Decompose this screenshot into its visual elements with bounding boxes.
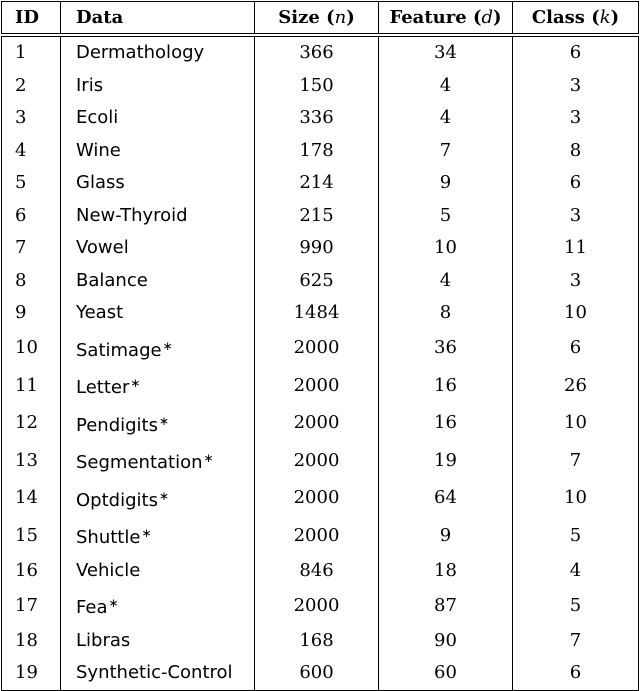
cell-id: 2 (2, 70, 61, 103)
cell-feature: 7 (379, 135, 513, 168)
table-row (2, 587, 639, 625)
cell-dataset-name: Glass (61, 167, 255, 200)
cell-size: 600 (255, 657, 379, 690)
table-body (2, 35, 639, 690)
cell-dataset-name: Yeast (61, 297, 255, 330)
table-row (2, 442, 639, 480)
table-row (2, 70, 639, 103)
cell-class: 8 (513, 135, 639, 168)
cell-class: 3 (513, 200, 639, 233)
header-feature-label: Feature (389, 7, 467, 28)
cell-dataset-name: Synthetic-Control (61, 657, 255, 690)
cell-size: 1484 (255, 297, 379, 330)
cell-feature: 4 (379, 70, 513, 103)
cell-class: 5 (513, 587, 639, 625)
cell-size: 178 (255, 135, 379, 168)
cell-dataset-name: Ecoli (61, 102, 255, 135)
cell-feature: 9 (379, 517, 513, 555)
table-row (2, 330, 639, 368)
cell-size: 366 (255, 35, 379, 70)
cell-class: 6 (513, 167, 639, 200)
header-class-label: Class (531, 7, 585, 28)
cell-feature: 4 (379, 102, 513, 135)
cell-id: 7 (2, 232, 61, 265)
cell-id: 10 (2, 330, 61, 368)
cell-class: 10 (513, 480, 639, 518)
cell-dataset-name: Letter∗ (61, 367, 255, 405)
cell-feature: 5 (379, 200, 513, 233)
cell-size: 625 (255, 265, 379, 298)
cell-class: 6 (513, 330, 639, 368)
cell-id: 9 (2, 297, 61, 330)
cell-feature: 36 (379, 330, 513, 368)
header-class: Class (k) (513, 2, 639, 36)
cell-size: 2000 (255, 367, 379, 405)
cell-size: 215 (255, 200, 379, 233)
cell-id: 17 (2, 587, 61, 625)
cell-id: 8 (2, 265, 61, 298)
cell-class: 4 (513, 555, 639, 588)
cell-dataset-name: Iris (61, 70, 255, 103)
asterisk-mark: ∗ (158, 488, 170, 503)
cell-feature: 18 (379, 555, 513, 588)
table-row (2, 35, 639, 70)
header-size-label: Size (278, 7, 320, 28)
cell-feature: 64 (379, 480, 513, 518)
cell-size: 150 (255, 70, 379, 103)
cell-dataset-name: New-Thyroid (61, 200, 255, 233)
datasets-table (1, 1, 639, 691)
header-size-var: n (334, 7, 347, 28)
table-row (2, 367, 639, 405)
table-row (2, 625, 639, 658)
cell-dataset-name: Dermathology (61, 35, 255, 70)
cell-id: 16 (2, 555, 61, 588)
cell-class: 10 (513, 405, 639, 443)
cell-size: 2000 (255, 442, 379, 480)
cell-size: 214 (255, 167, 379, 200)
cell-feature: 90 (379, 625, 513, 658)
cell-dataset-name: Balance (61, 265, 255, 298)
table-row (2, 167, 639, 200)
cell-id: 5 (2, 167, 61, 200)
cell-size: 168 (255, 625, 379, 658)
table-row (2, 200, 639, 233)
cell-size: 2000 (255, 480, 379, 518)
asterisk-mark: ∗ (203, 451, 214, 465)
header-class-var: k (599, 7, 611, 28)
cell-size: 2000 (255, 517, 379, 555)
header-id: ID (2, 2, 61, 36)
cell-id: 14 (2, 480, 61, 518)
cell-feature: 10 (379, 232, 513, 265)
cell-feature: 34 (379, 35, 513, 70)
cell-id: 4 (2, 135, 61, 168)
header-data: Data (61, 2, 255, 36)
table-row (2, 265, 639, 298)
cell-class: 26 (513, 367, 639, 405)
cell-dataset-name: Libras (61, 625, 255, 658)
table-row (2, 135, 639, 168)
table-row (2, 657, 639, 690)
cell-feature: 16 (379, 405, 513, 443)
table-row (2, 555, 639, 588)
cell-id: 11 (2, 367, 61, 405)
cell-dataset-name: Optdigits∗ (61, 480, 255, 518)
cell-id: 19 (2, 657, 61, 690)
cell-size: 336 (255, 102, 379, 135)
cell-dataset-name: Vowel (61, 232, 255, 265)
header-size: Size (n) (255, 2, 379, 36)
cell-feature: 87 (379, 587, 513, 625)
table-row (2, 232, 639, 265)
header-row (2, 2, 639, 36)
asterisk-mark: ∗ (162, 338, 173, 353)
cell-dataset-name: Wine (61, 135, 255, 168)
cell-dataset-name: Fea∗ (61, 587, 255, 625)
cell-size: 2000 (255, 330, 379, 368)
cell-class: 3 (513, 265, 639, 298)
cell-class: 7 (513, 442, 639, 480)
cell-id: 3 (2, 102, 61, 135)
cell-class: 3 (513, 102, 639, 135)
header-feature: Feature (d) (379, 2, 513, 36)
cell-dataset-name: Vehicle (61, 555, 255, 588)
cell-dataset-name: Satimage∗ (61, 330, 255, 368)
cell-class: 6 (513, 35, 639, 70)
cell-class: 7 (513, 625, 639, 658)
cell-feature: 16 (379, 367, 513, 405)
cell-id: 1 (2, 35, 61, 70)
cell-feature: 19 (379, 442, 513, 480)
cell-dataset-name: Pendigits∗ (61, 405, 255, 443)
cell-class: 11 (513, 232, 639, 265)
table-header (2, 2, 639, 36)
cell-id: 18 (2, 625, 61, 658)
cell-class: 10 (513, 297, 639, 330)
cell-feature: 8 (379, 297, 513, 330)
table-row (2, 517, 639, 555)
cell-size: 990 (255, 232, 379, 265)
cell-feature: 9 (379, 167, 513, 200)
cell-size: 846 (255, 555, 379, 588)
cell-id: 15 (2, 517, 61, 555)
cell-feature: 4 (379, 265, 513, 298)
cell-id: 12 (2, 405, 61, 443)
cell-dataset-name: Segmentation∗ (61, 442, 255, 480)
cell-class: 3 (513, 70, 639, 103)
asterisk-mark: ∗ (158, 413, 170, 428)
cell-id: 13 (2, 442, 61, 480)
table-row (2, 480, 639, 518)
asterisk-mark: ∗ (130, 376, 141, 390)
cell-feature: 60 (379, 657, 513, 690)
cell-size: 2000 (255, 405, 379, 443)
cell-size: 2000 (255, 587, 379, 625)
asterisk-mark: ∗ (108, 596, 119, 610)
header-feature-var: d (481, 7, 494, 28)
cell-id: 6 (2, 200, 61, 233)
table-row (2, 297, 639, 330)
table-row (2, 405, 639, 443)
cell-class: 5 (513, 517, 639, 555)
table-row (2, 102, 639, 135)
cell-dataset-name: Shuttle∗ (61, 517, 255, 555)
asterisk-mark: ∗ (141, 526, 152, 540)
cell-class: 6 (513, 657, 639, 690)
